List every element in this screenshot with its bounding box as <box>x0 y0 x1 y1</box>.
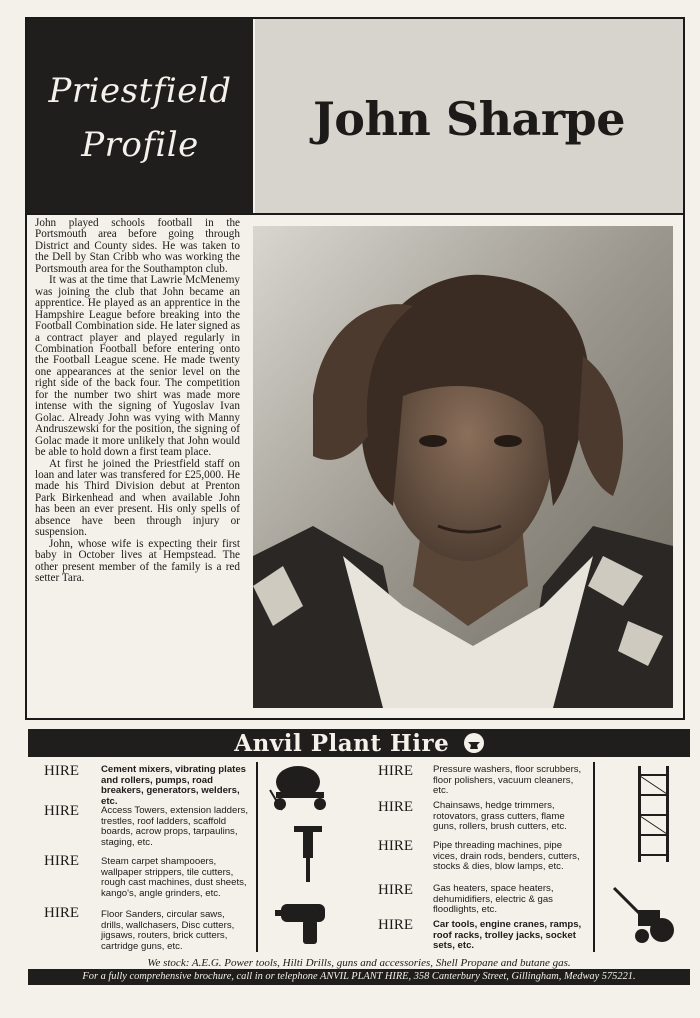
hire-label: HIRE <box>44 905 79 921</box>
profile-header <box>25 17 685 215</box>
hire-item-description: Floor Sanders, circular saws, drills, wallchasers, Disc cutters, jigsaws, routers, brick cutters, cartridge guns, etc. <box>101 909 235 952</box>
profile-title-line1: Priestfield <box>48 71 232 111</box>
hire-item-description: Access Towers, extension ladders, trestles, roof ladders, scaffold boards, acrow props, tarpaulins, staging, etc. <box>101 805 248 848</box>
article-paragraph: At first he joined the Priestfield staff on loan and later was transfered for £25,000. He made his Third Division debut at Prenton Park Birkenhead and when available John has been an ever present. His only spells of absence have been through injury or suspension. <box>35 457 240 539</box>
player-name: John Sharpe <box>313 92 625 146</box>
ad-column-divider <box>256 762 258 952</box>
hire-label: HIRE <box>378 838 413 854</box>
hire-label: HIRE <box>44 853 79 869</box>
stock-line: We stock: A.E.G. Power tools, Hilti Drills, guns and accessories, Shell Propane and butane gas. <box>147 957 571 969</box>
ad-banner <box>28 729 690 757</box>
hire-item-description: Chainsaws, hedge trimmers, rotovators, grass cutters, flame guns, rollers, brush cutters, etc. <box>433 800 567 833</box>
road-breaker-icon <box>290 822 326 884</box>
hire-label: HIRE <box>378 882 413 898</box>
profile-title-line2: Profile <box>81 125 199 165</box>
cement-mixer-icon <box>268 760 336 812</box>
hire-label: HIRE <box>44 803 79 819</box>
hire-label: HIRE <box>378 799 413 815</box>
hire-label: HIRE <box>378 917 413 933</box>
article-paragraph: John, whose wife is expecting their first baby in October lives at Hempstead. The other present member of the family is a red setter Tara. <box>35 537 240 585</box>
hire-label: HIRE <box>378 763 413 779</box>
hire-item-description: Steam carpet shampooers, wallpaper strippers, tile cutters, rough cast machines, dust sheets, kango's, angle grinders, etc. <box>101 856 247 899</box>
player-photo <box>253 226 673 708</box>
rotovator-icon <box>612 884 680 946</box>
hire-item-description: Pressure washers, floor scrubbers, floor polishers, vacuum cleaners, etc. <box>433 764 582 797</box>
power-drill-icon <box>275 896 339 950</box>
hire-item-description: Pipe threading machines, pipe vices, drain rods, benders, cutters, stocks & dies, blow lamps, etc. <box>433 840 580 873</box>
anvil-logo-icon <box>464 733 484 753</box>
ad-title-text: Anvil Plant Hire <box>234 730 450 757</box>
hire-label: HIRE <box>44 763 79 779</box>
hire-item-description: Gas heaters, space heaters, dehumidifiers, electric & gas floodlights, etc. <box>433 883 554 916</box>
article-paragraph: It was at the time that Lawrie McMenemy was joining the club that John became an apprentice. He played as an apprentice in the Hampshire League before breaking into the Football Combination side. He later signed as a contract player and played regularly in Combination Football before entering onto the Football League scene. He made twenty one appearances at the senior level on the right side of the back four. The competition for the number two shirt was made more intense with the signing of Yugoslav Ivan Golac. Already John was vying with Manny Andruszewski for the position, the signing of Golac made it more unlikely that John would be able to hold down a first team place. <box>35 274 240 459</box>
profile-label-panel <box>27 19 253 213</box>
article-paragraph: John played schools football in the Portsmouth area before going through District and County sides. He was taken to the Dell by Stan Cribb who was working the Portsmouth area for the Southampton club. <box>35 217 240 275</box>
article-text <box>35 218 240 718</box>
ad-footer: For a fully comprehensive brochure, call in or telephone ANVIL PLANT HIRE, 358 Canterbury Street, Gillingham, Medway 575221. <box>28 969 690 985</box>
scaffold-tower-icon <box>634 764 674 864</box>
ad-column-divider <box>593 762 595 952</box>
hire-item-description: Car tools, engine cranes, ramps, roof racks, trolley jacks, socket sets, etc. <box>433 919 582 952</box>
ad-title <box>28 730 690 757</box>
hire-item-description: Cement mixers, vibrating plates and rollers, pumps, road breakers, generators, welders, etc. <box>101 764 247 807</box>
